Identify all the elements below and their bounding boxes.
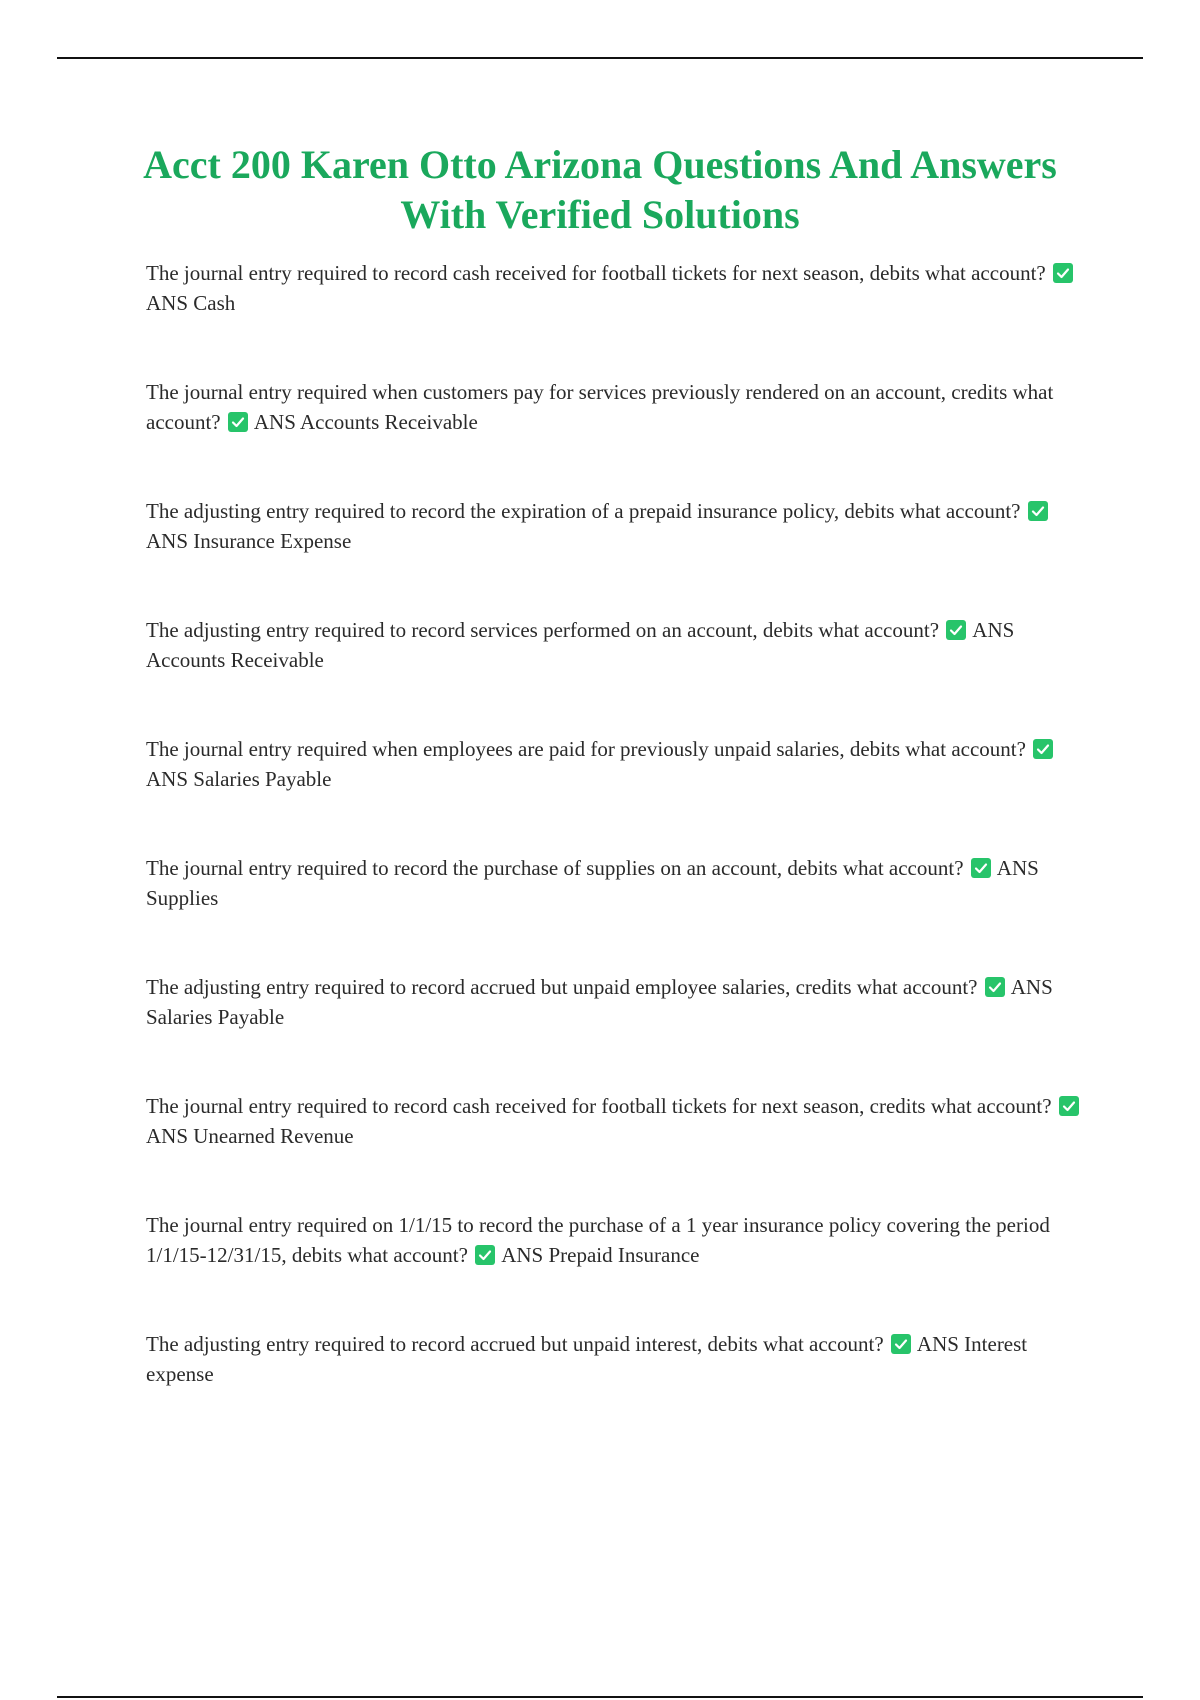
qa-item: [146, 496, 1086, 556]
answer-text: ANS Supplies: [146, 856, 1039, 910]
check-icon: [985, 977, 1005, 997]
answer-text: ANS Cash: [146, 291, 236, 315]
qa-item: [146, 1210, 1086, 1270]
answer-text: ANS Salaries Payable: [146, 767, 332, 791]
question-text: The journal entry required to record cash received for football tickets for next season, credits what account?: [146, 1094, 1052, 1118]
question-text: The journal entry required to record cash received for football tickets for next season, debits what account?: [146, 261, 1046, 285]
question-text: The adjusting entry required to record accrued but unpaid employee salaries, credits what account?: [146, 975, 978, 999]
top-rule: [57, 57, 1143, 59]
check-icon: [228, 412, 248, 432]
answer-text: ANS Prepaid Insurance: [501, 1243, 700, 1267]
check-icon: [475, 1245, 495, 1265]
qa-item: [146, 1091, 1086, 1151]
question-text: The adjusting entry required to record the expiration of a prepaid insurance policy, debits what account?: [146, 499, 1021, 523]
check-icon: [891, 1334, 911, 1354]
qa-item: [146, 615, 1086, 675]
check-icon: [1059, 1096, 1079, 1116]
answer-text: ANS Insurance Expense: [146, 529, 352, 553]
qa-item: [146, 972, 1086, 1032]
check-icon: [1033, 739, 1053, 759]
question-text: The journal entry required when employees are paid for previously unpaid salaries, debits what account?: [146, 737, 1026, 761]
question-text: The journal entry required when customers pay for services previously rendered on an account, credits what account?: [146, 380, 1054, 434]
check-icon: [1053, 263, 1073, 283]
answer-text: ANS Accounts Receivable: [253, 410, 478, 434]
check-icon: [946, 620, 966, 640]
qa-list: [146, 258, 1086, 1448]
bottom-rule: [57, 1696, 1143, 1698]
qa-item: [146, 853, 1086, 913]
answer-text: ANS Salaries Payable: [146, 975, 1053, 1029]
answer-text: ANS Unearned Revenue: [146, 1124, 354, 1148]
qa-item: [146, 734, 1086, 794]
check-icon: [971, 858, 991, 878]
answer-text: ANS Interest expense: [146, 1332, 1028, 1386]
check-icon: [1028, 501, 1048, 521]
qa-item: [146, 258, 1086, 318]
answer-text: ANS Accounts Receivable: [146, 618, 1015, 672]
question-text: The adjusting entry required to record services performed on an account, debits what account?: [146, 618, 940, 642]
qa-item: [146, 1329, 1086, 1389]
question-text: The journal entry required on 1/1/15 to record the purchase of a 1 year insurance policy covering the period 1/1/15-12/31/15, debits what account?: [146, 1213, 1050, 1267]
qa-item: [146, 377, 1086, 437]
question-text: The adjusting entry required to record accrued but unpaid interest, debits what account?: [146, 1332, 884, 1356]
document-title: Acct 200 Karen Otto Arizona Questions And Answers With Verified Solutions: [143, 142, 1057, 237]
question-text: The journal entry required to record the purchase of supplies on an account, debits what account?: [146, 856, 964, 880]
